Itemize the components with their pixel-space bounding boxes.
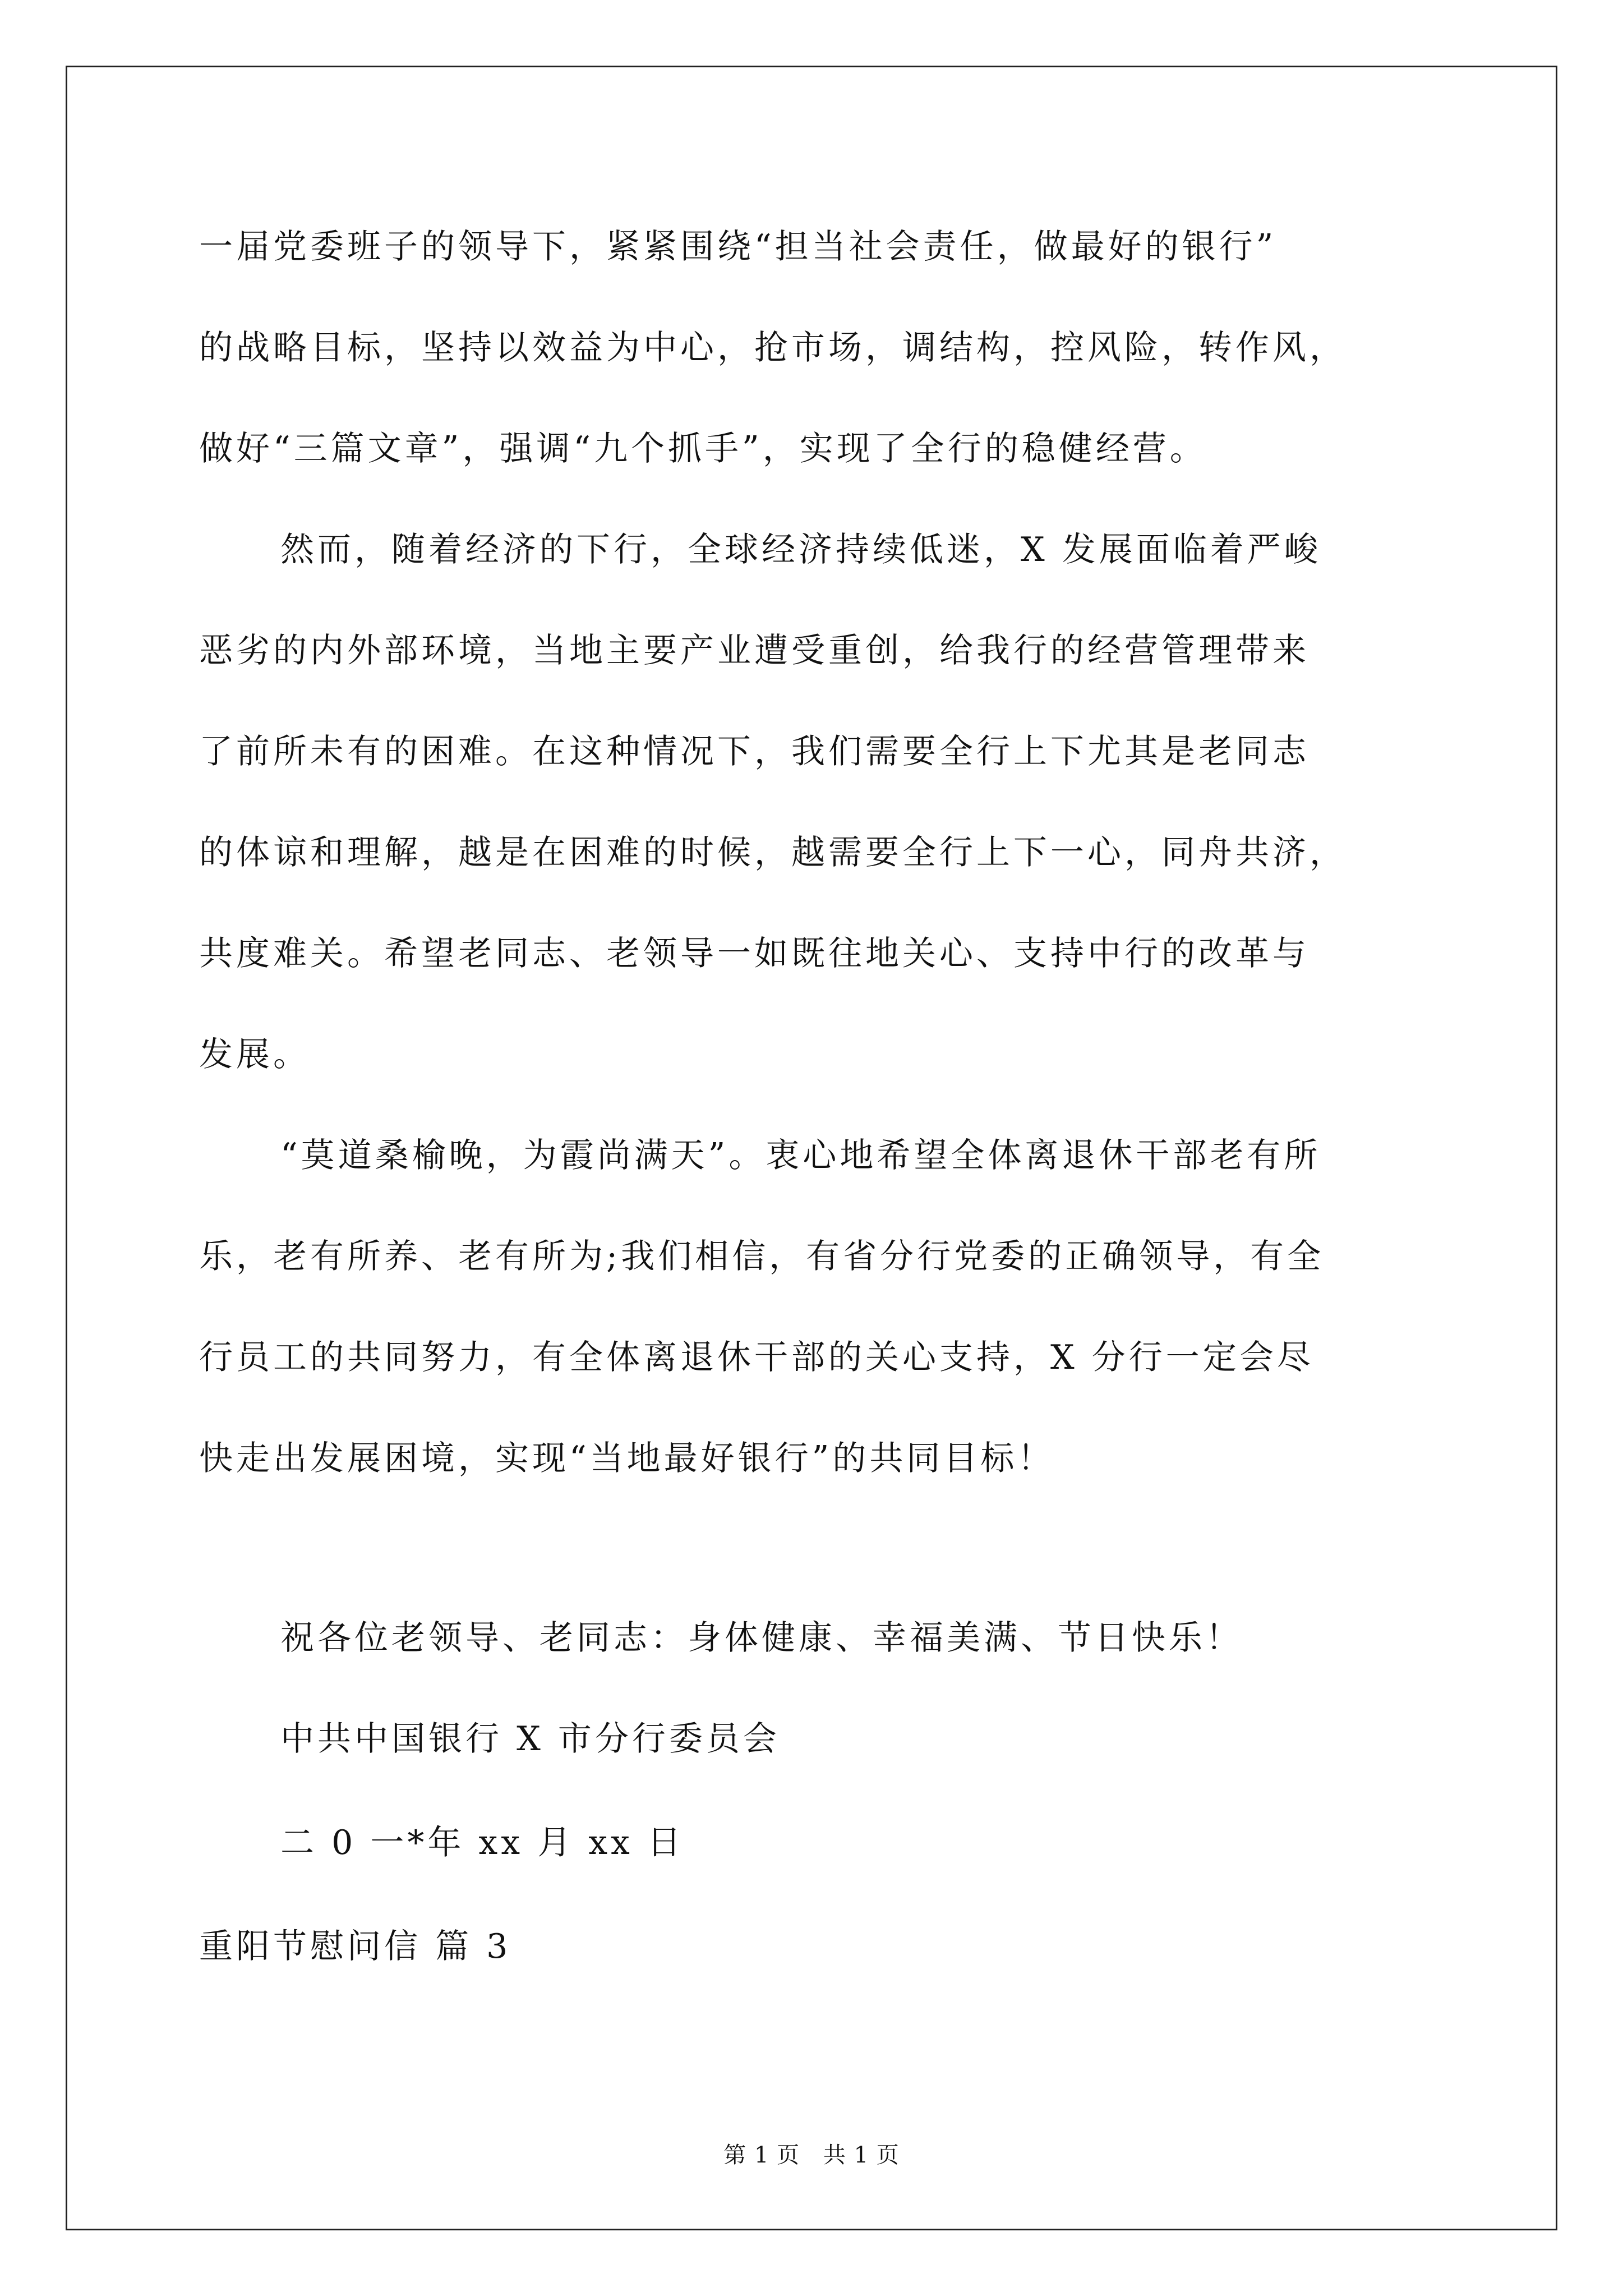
page-total: 共 1 页	[823, 2142, 900, 2168]
body-line-8: 共度难关。希望老同志、老领导一如既往地关心、支持中行的改革与	[199, 934, 1310, 973]
page-number: 第 1 页	[723, 2142, 800, 2168]
body-line-5: 恶劣的内外部环境，当地主要产业遭受重创，给我行的经营管理带来	[199, 631, 1310, 670]
body-line-14: 祝各位老领导、老同志：身体健康、幸福美满、节日快乐！	[280, 1618, 1243, 1658]
page-footer	[0, 2141, 1623, 2169]
body-line-12: 行员工的共同努力，有全体离退休干部的关心支持，X 分行一定会尽	[199, 1338, 1314, 1377]
body-line-9: 发展。	[199, 1035, 310, 1074]
body-line-2: 的战略目标，坚持以效益为中心，抢市场，调结构，控风险，转作风，	[199, 328, 1347, 367]
signature-organization: 中共中国银行 X 市分行委员会	[280, 1719, 780, 1759]
body-line-6: 了前所未有的困难。在这种情况下，我们需要全行上下尤其是老同志	[199, 732, 1310, 771]
body-line-10: “莫道桑榆晚，为霞尚满天”。衷心地希望全体离退休干部老有所	[280, 1136, 1321, 1175]
body-line-4: 然而，随着经济的下行，全球经济持续低迷，X 发展面临着严峻	[280, 530, 1321, 569]
body-line-11: 乐，老有所养、老有所为;我们相信，有省分行党委的正确领导，有全	[199, 1237, 1325, 1276]
body-line-13: 快走出发展困境，实现“当地最好银行”的共同目标！	[199, 1439, 1055, 1478]
body-line-1: 一届党委班子的领导下，紧紧围绕“担当社会责任，做最好的银行”	[199, 227, 1277, 266]
signature-date: 二 0 一*年 xx 月 xx 日	[280, 1823, 684, 1862]
body-line-7: 的体谅和理解，越是在困难的时候，越需要全行上下一心，同舟共济，	[199, 833, 1347, 872]
body-line-3: 做好“三篇文章”，强调“九个抓手”，实现了全行的稳健经营。	[199, 429, 1207, 468]
section-heading: 重阳节慰问信 篇 3	[199, 1927, 511, 1966]
